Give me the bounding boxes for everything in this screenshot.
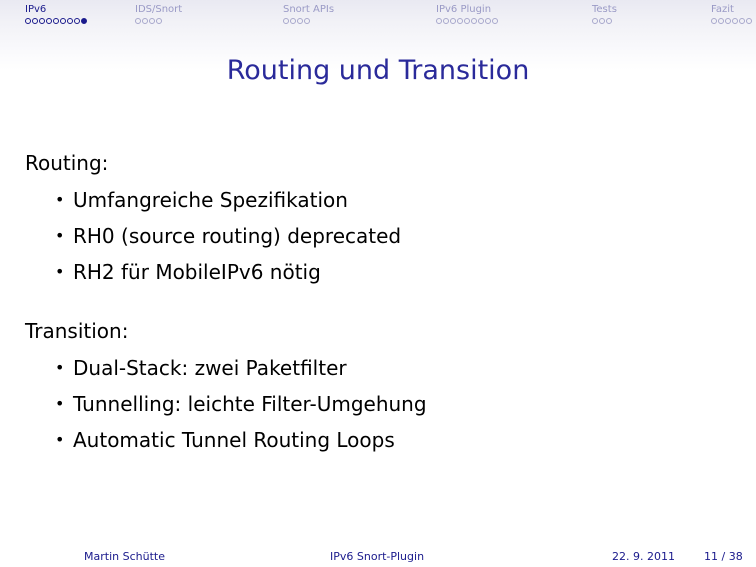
bullet-list xyxy=(25,182,401,290)
slide-dot-icon[interactable] xyxy=(471,18,477,24)
slide-dot-icon[interactable] xyxy=(46,18,52,24)
slide-dot-icon[interactable] xyxy=(492,18,498,24)
slide-dot-icon[interactable] xyxy=(283,18,289,24)
transition-block xyxy=(25,318,427,458)
slide-dot-icon[interactable] xyxy=(304,18,310,24)
nav-section-label[interactable]: IPv6 Plugin xyxy=(436,4,492,15)
slide-dot-icon[interactable] xyxy=(60,18,66,24)
list-item xyxy=(25,350,427,386)
nav-section-ipv6[interactable] xyxy=(25,4,87,24)
list-item-text: RH0 (source routing) deprecated xyxy=(73,224,402,248)
nav-section-label[interactable]: Snort APIs xyxy=(283,4,335,15)
slide-dot-icon[interactable] xyxy=(739,18,745,24)
current-slide-dot-icon[interactable] xyxy=(81,18,87,24)
bullet-icon: • xyxy=(55,358,65,377)
slide-dot-icon[interactable] xyxy=(53,18,59,24)
list-item-text: Tunnelling: leichte Filter-Umgehung xyxy=(73,392,427,416)
list-item xyxy=(25,386,427,422)
nav-section-dots xyxy=(135,18,182,24)
slide-dot-icon[interactable] xyxy=(290,18,296,24)
slide-dot-icon[interactable] xyxy=(32,18,38,24)
bullet-icon: • xyxy=(55,226,65,245)
bullet-icon: • xyxy=(55,262,65,281)
slide-dot-icon[interactable] xyxy=(443,18,449,24)
slide-dot-icon[interactable] xyxy=(135,18,141,24)
list-item-text: Dual-Stack: zwei Paketfilter xyxy=(73,356,347,380)
nav-section-dots xyxy=(592,18,617,24)
slide-dot-icon[interactable] xyxy=(718,18,724,24)
slide-dot-icon[interactable] xyxy=(478,18,484,24)
slide-dot-icon[interactable] xyxy=(297,18,303,24)
slide-dot-icon[interactable] xyxy=(457,18,463,24)
bullet-icon: • xyxy=(55,190,65,209)
slide-title: Routing und Transition xyxy=(226,55,530,86)
slide-dot-icon[interactable] xyxy=(711,18,717,24)
nav-section-fazit[interactable] xyxy=(711,4,752,24)
slide-dot-icon[interactable] xyxy=(725,18,731,24)
nav-section-dots xyxy=(711,18,752,24)
block-heading: Transition: xyxy=(25,319,129,343)
footer xyxy=(0,548,756,566)
slide-dot-icon[interactable] xyxy=(732,18,738,24)
slide-dot-icon[interactable] xyxy=(142,18,148,24)
slide-dot-icon[interactable] xyxy=(25,18,31,24)
bullet-icon: • xyxy=(55,394,65,413)
slide-dot-icon[interactable] xyxy=(485,18,491,24)
list-item-text: Automatic Tunnel Routing Loops xyxy=(73,428,395,452)
nav-section-label[interactable]: Tests xyxy=(592,4,617,15)
slide-dot-icon[interactable] xyxy=(599,18,605,24)
nav-section-ids-snort[interactable] xyxy=(135,4,182,24)
list-item-text: Umfangreiche Spezifikation xyxy=(73,188,348,212)
nav-section-label[interactable]: IPv6 xyxy=(25,4,47,15)
footer-date: 22. 9. 2011 xyxy=(612,550,675,563)
slide-dot-icon[interactable] xyxy=(436,18,442,24)
list-item-text: RH2 für MobileIPv6 nötig xyxy=(73,260,321,284)
slide-dot-icon[interactable] xyxy=(156,18,162,24)
slide-dot-icon[interactable] xyxy=(39,18,45,24)
bullet-icon: • xyxy=(55,430,65,449)
routing-block xyxy=(25,150,401,290)
nav-section-snort-apis[interactable] xyxy=(283,4,334,24)
nav-section-dots xyxy=(436,18,498,24)
slide-dot-icon[interactable] xyxy=(606,18,612,24)
block-heading: Routing: xyxy=(25,151,109,175)
nav-section-ipv6-plugin[interactable] xyxy=(436,4,498,24)
nav-section-dots xyxy=(283,18,334,24)
list-item xyxy=(25,422,427,458)
nav-section-label[interactable]: Fazit xyxy=(711,4,734,15)
slide-dot-icon[interactable] xyxy=(592,18,598,24)
nav-section-label[interactable]: IDS/Snort xyxy=(135,4,183,15)
slide-dot-icon[interactable] xyxy=(67,18,73,24)
nav-section-dots xyxy=(25,18,87,24)
slide-dot-icon[interactable] xyxy=(149,18,155,24)
footer-talk-title: IPv6 Snort-Plugin xyxy=(330,550,425,563)
list-item xyxy=(25,182,401,218)
footer-page-number: 11 / 38 xyxy=(704,550,743,563)
bullet-list xyxy=(25,350,427,458)
nav-section-tests[interactable] xyxy=(592,4,617,24)
list-item xyxy=(25,254,401,290)
slide-dot-icon[interactable] xyxy=(746,18,752,24)
slide-dot-icon[interactable] xyxy=(74,18,80,24)
list-item xyxy=(25,218,401,254)
footer-author: Martin Schütte xyxy=(84,550,165,563)
slide-dot-icon[interactable] xyxy=(464,18,470,24)
slide-dot-icon[interactable] xyxy=(450,18,456,24)
